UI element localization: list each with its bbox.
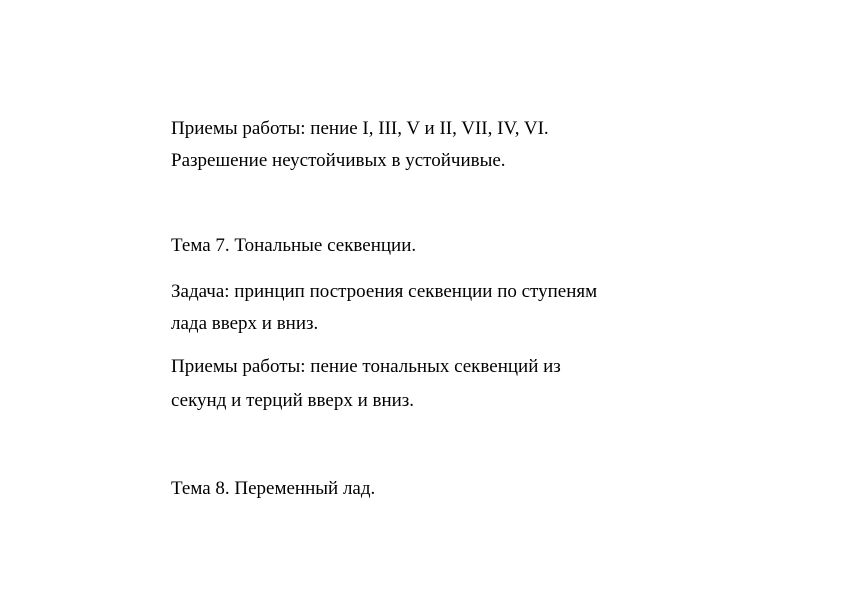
topic-8-heading: Тема 8. Переменный лад. [171, 478, 376, 499]
work-methods-line-1: Приемы работы: пение I, III, V и II, VII, IV, VI. [171, 118, 549, 139]
work-methods-2-line-1: Приемы работы: пение тональных секвенций из [171, 356, 561, 377]
work-methods-2-line-2: секунд и терций вверх и вниз. [171, 390, 415, 411]
work-methods-line-2: Разрешение неустойчивых в устойчивые. [171, 150, 506, 171]
task-line-1: Задача: принцип построения секвенции по ступеням [171, 281, 598, 302]
topic-7-heading: Тема 7. Тональные секвенции. [171, 235, 417, 256]
task-line-2: лада вверх и вниз. [171, 313, 319, 334]
